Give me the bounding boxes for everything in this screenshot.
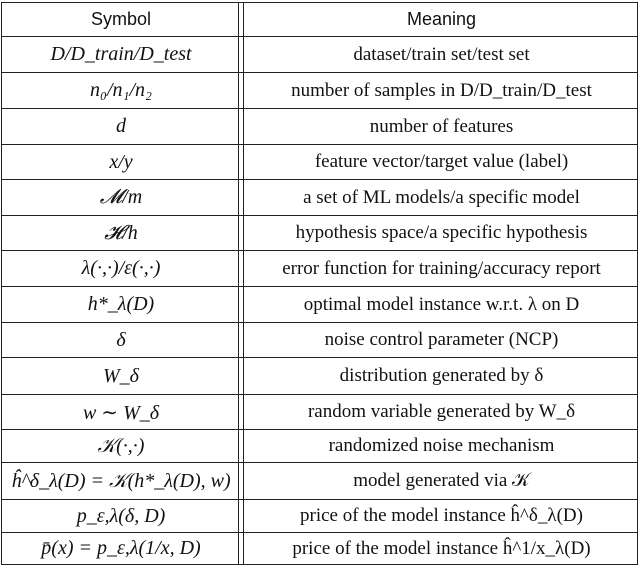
- table-row: [2, 533, 637, 564]
- table-row: [2, 287, 637, 323]
- table-row: [2, 251, 637, 287]
- symbol-cell: w ∼ W_δ: [82, 401, 160, 424]
- table-row: [2, 37, 637, 73]
- table-row: [2, 73, 637, 109]
- symbol-cell: λ(·,·)/ε(·,·): [81, 257, 161, 279]
- symbol-cell: h*_λ(D): [87, 293, 155, 315]
- meaning-cell: price of the model instance ĥ^1/x_λ(D): [292, 537, 591, 559]
- table-row: [2, 430, 637, 463]
- table-row: [2, 109, 637, 145]
- table-row: [2, 216, 637, 251]
- meaning-cell: error function for training/accuracy report: [282, 257, 601, 279]
- table-row: [2, 358, 637, 395]
- symbol-cell: p_ε,λ(δ, D): [76, 504, 166, 527]
- meaning-cell: hypothesis space/a specific hypothesis: [295, 222, 588, 243]
- symbol-cell: ĥ^δ_λ(D) = 𝒦(h*_λ(D), w): [11, 469, 231, 492]
- symbol-cell: W_δ: [103, 364, 139, 387]
- symbol-cell: 𝓜/m: [99, 186, 143, 208]
- table-row: [2, 180, 637, 216]
- symbol-cell: D/D_train/D_test: [50, 43, 192, 65]
- meaning-cell: noise control parameter (NCP): [324, 329, 559, 350]
- symbol-cell: 𝓗/h: [104, 221, 138, 244]
- meaning-cell: number of samples in D/D_train/D_test: [291, 79, 592, 101]
- symbol-cell: n₀/n₁/n₂: [90, 79, 152, 101]
- meaning-cell: feature vector/target value (label): [314, 151, 569, 172]
- table-row: [2, 395, 637, 430]
- meaning-cell: a set of ML models/a specific model: [303, 186, 580, 208]
- table-row: [2, 500, 637, 533]
- table-row: [2, 463, 637, 500]
- meaning-cell: model generated via 𝒦: [353, 470, 530, 491]
- symbol-cell: x/y: [109, 150, 133, 173]
- symbol-cell: p̄(x) = p_ε,λ(1/x, D): [41, 537, 201, 559]
- meaning-cell: distribution generated by δ: [339, 365, 544, 386]
- meaning-cell: number of features: [369, 115, 514, 137]
- meaning-cell: randomized noise mechanism: [328, 435, 555, 456]
- symbol-cell: 𝒦(·,·): [97, 434, 145, 457]
- meaning-cell: optimal model instance w.r.t. λ on D: [303, 293, 580, 315]
- symbol-cell: d: [116, 115, 126, 137]
- header-meaning: Meaning: [406, 9, 477, 29]
- header-symbol: Symbol: [90, 9, 152, 29]
- symbol-cell: δ: [116, 328, 126, 351]
- table-header-row: [2, 3, 637, 37]
- table-row: [2, 323, 637, 358]
- meaning-cell: dataset/train set/test set: [353, 43, 530, 65]
- meaning-cell: price of the model instance ĥ^δ_λ(D): [300, 505, 583, 526]
- notation-table: [1, 2, 638, 565]
- table-row: [2, 145, 637, 180]
- meaning-cell: random variable generated by W_δ: [307, 401, 576, 422]
